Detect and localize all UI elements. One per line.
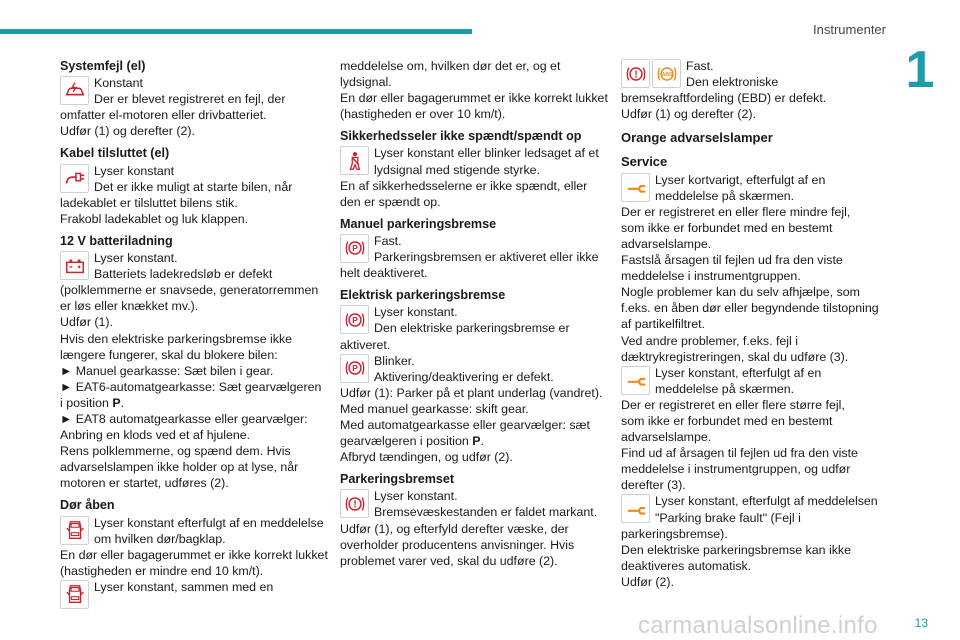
parking-brake-icon — [340, 305, 369, 334]
indicator-cable-connected: Lyser konstant Det er ikke muligt at starte bilen, når — [60, 163, 328, 195]
indicator-battery: Lyser konstant. Batteriets ladekredsløb er defekt — [60, 250, 328, 282]
abs-icon — [652, 59, 681, 88]
indicator-service-2: Lyser konstant, efterfulgt af en meddelelse på skærmen. — [621, 365, 889, 397]
section-title: Instrumenter — [813, 22, 886, 37]
car-fault-icon — [60, 76, 89, 105]
heading-battery-charge: 12 V batteriladning — [60, 233, 173, 248]
parking-brake-icon — [340, 234, 369, 263]
brake-fluid-icon — [340, 489, 369, 518]
parking-brake-icon — [340, 354, 369, 383]
door-open-icon — [60, 580, 89, 609]
service-wrench-icon — [621, 366, 650, 395]
chapter-number: 1 — [905, 41, 935, 99]
heading-seatbelts: Sikkerhedsseler ikke spændt/spændt op — [340, 129, 582, 144]
indicator-door-open: Lyser konstant efterfulgt af en meddelelse om hvilken dør/bagklap. — [60, 515, 328, 547]
heading-cable-connected: Kabel tilsluttet (el) — [60, 146, 170, 161]
seatbelt-icon — [340, 146, 369, 175]
indicator-electric-parking-brake: P Lyser konstant. Den elektriske parkeringsbremse er — [340, 304, 608, 336]
indicator-service: Lyser kortvarigt, efterfulgt af en meddelelse på skærmen. — [621, 172, 889, 204]
door-open-icon — [60, 516, 89, 545]
heading-door-open: Dør åben — [60, 498, 115, 513]
watermark: carmanualsonline.info — [638, 612, 878, 639]
header-accent-bar — [0, 29, 472, 34]
indicator-manual-parking-brake: P Fast. Parkeringsbremsen er aktiveret eller ikke — [340, 233, 608, 265]
svg-text:ABS: ABS — [661, 71, 672, 78]
svg-text:P: P — [351, 364, 358, 374]
svg-text:P: P — [351, 244, 358, 254]
heading-orange-warning-lamps: Orange advarselslamper — [621, 130, 773, 146]
service-wrench-icon — [621, 494, 650, 523]
indicator-ebd: ! ABS Fast. Den elektroniske — [621, 58, 889, 90]
svg-text:!: ! — [352, 499, 357, 511]
heading-system-fault: Systemfejl (el) — [60, 59, 146, 73]
column-1: Systemfejl (el) Konstant Der er blevet registreret en fejl, der omfatter el-motoren eller drivbatteriet. Udfør (1) og derefter (2). Kabel tilsluttet (el) Lyser konstant Det er ikke muligt at starte bilen, når ladekablet er tilsluttet bilens stik. Frakobl ladekablet og luk klappen. 12 V batteriladning Lyser konstant. Batteriets ladekredsløb er defekt (polklemmerne er snavsede, generatorremmen er løs eller knækket mv.). Udfør (1). Hvis den elektriske parkeringsbremse ikke længere fungerer, skal du blokere bilen: ► Manuel gearkasse: Sæt bilen i gear. ► EAT6-automatgearkasse: Sæt gearvælgeren i position P. ► EAT8 automatgearkasse eller gearvælger: Anbring en klods ved et af hjulene. Rens polklemmerne, og spænd dem. Hvis advarselslampen ikke holder op at lyse, når motoren er startet, udføres (2). Dør åben Lyser konstant efterfulgt af en meddelelse om hvilken dør/bagklap. En dør eller bagagerummet er ikke korrekt lukket (hastigheden er mindre end 10 km/t). Lyser konstant, sammen med en — [60, 58, 328, 611]
service-wrench-icon — [621, 173, 650, 202]
svg-text:P: P — [351, 316, 358, 326]
heading-electric-parking-brake: Elektrisk parkeringsbremse — [340, 288, 506, 303]
page-number: 13 — [914, 616, 928, 630]
indicator-door-open-2: Lyser konstant, sammen med en — [60, 579, 328, 611]
column-2: meddelelse om, hvilken dør det er, og et lydsignal. En dør eller bagagerummet er ikke korrekt lukket (hastigheden er over 10 km/t). Sikkerhedsseler ikke spændt/spændt op Lyser konstant eller blinker ledsaget af et lydsignal med stigende styrke. En af sikkerhedsselerne er ikke spændt, eller den er spændt op. Manuel parkeringsbremse P Fast. Parkeringsbremsen er aktiveret eller ikke helt deaktiveret. Elektrisk parkeringsbremse P Lyser konstant. Den elektriske parkeringsbremse er aktiveret. P Blinker. Aktivering/deaktivering er defekt. Udfør (1): Parker på et plant underlag (vandret). Med manuel gearkasse: skift gear. Med automatgearkasse eller gearvælger: sæt gearvælgeren i position P. Afbryd tændingen, og udfør (2). Parkeringsbremset ! Lyser konstant. Bremsevæskestanden er faldet markant. Udfør (1), og efterfyld derefter væske, der overholder producentens anvisninger. Hvis problemet varer ved, skal du udføre (2). — [340, 59, 608, 568]
charging-plug-icon — [60, 164, 89, 193]
indicator-seatbelt: Lyser konstant eller blinker ledsaget af et lydsignal med stigende styrke. — [340, 145, 608, 177]
battery-icon — [60, 251, 89, 280]
heading-manual-parking-brake: Manuel parkeringsbremse — [340, 216, 497, 231]
indicator-electric-parking-brake-blink: P Blinker. Aktivering/deaktivering er defekt. — [340, 353, 608, 385]
brake-fluid-icon — [621, 59, 650, 88]
column-3: ! ABS Fast. Den elektroniske bremsekraftfordeling (EBD) er defekt. Udfør (1) og derefter (2). Orange advarselslamper Service Lyser kortvarigt, efterfulgt af en meddelelse på skærmen. Der er registreret en eller flere mindre fejl, som ikke er forbundet med en bestemt advarselslampe. Fastslå årsagen til fejlen ud fra den viste meddelelse i instrumentgruppen. Nogle problemer kan du selv afhjælpe, som f.eks. en åben dør eller begyndende tilstopning af partikelfiltret. Ved andre problemer, f.eks. fejl i dæktrykregistreringen, skal du udføre (3). Lyser konstant, efterfulgt af en meddelelse på skærmen. Der er registreret en eller flere større fejl, som ikke er forbundet med en bestemt advarselslampe. Find ud af årsagen til fejlen ud fra den viste meddelelse i instrumentgruppen, og udfør derefter (3). Lyser konstant, efterfulgt af meddelelsen "Parking brake fault" (Fejl i parkeringsbremse). Den elektriske parkeringsbremse kan ikke deaktiveres automatisk. Udfør (2). — [621, 58, 889, 590]
heading-parking-braked: Parkeringsbremset — [340, 472, 455, 487]
indicator-brake-fluid: ! Lyser konstant. Bremsevæskestanden er faldet markant. — [340, 488, 608, 520]
indicator-service-3: Lyser konstant, efterfulgt af meddelelsen "Parking brake fault" (Fejl i — [621, 493, 889, 525]
svg-text:!: ! — [633, 69, 638, 81]
indicator-system-fault: Konstant Der er blevet registreret en fejl, der — [60, 75, 328, 107]
heading-service: Service — [621, 154, 668, 170]
